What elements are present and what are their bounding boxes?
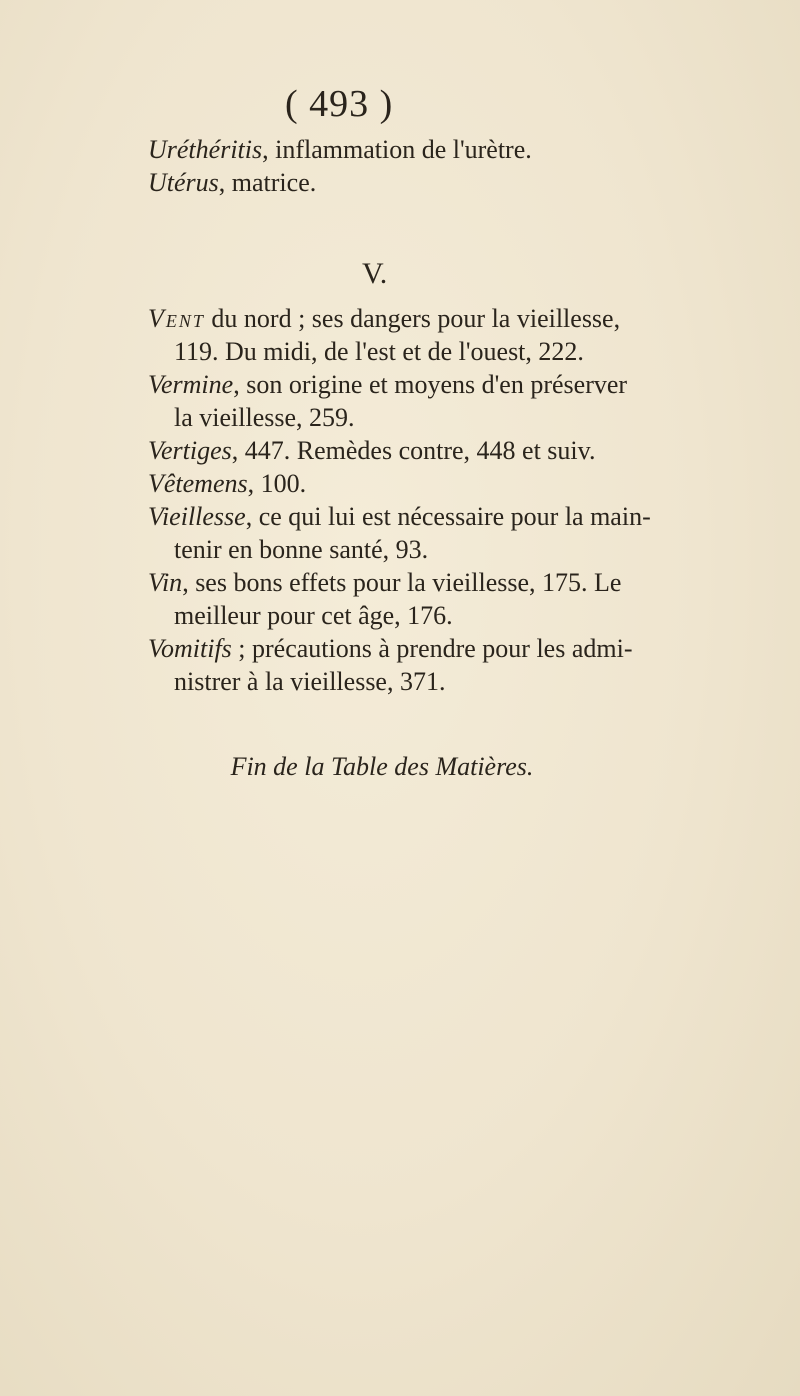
entry-text: , ce qui lui est nécessaire pour la main- (245, 502, 651, 531)
index-entry (148, 167, 768, 200)
index-entry (148, 500, 778, 566)
entries-u (148, 134, 768, 199)
entry-text: , inflammation de l'urètre. (262, 135, 532, 164)
closing-line (0, 752, 800, 782)
entry-continuation: 119. Du midi, de l'est et de l'ouest, 222. (174, 337, 584, 366)
index-entry (148, 632, 778, 698)
entry-term: Vêtemens (148, 469, 248, 498)
entry-term: Vertiges (148, 436, 232, 465)
entry-text: , son origine et moyens d'en préserver (233, 370, 628, 399)
entry-continuation: tenir en bonne santé, 93. (174, 535, 429, 564)
index-entry (148, 134, 768, 167)
entry-text: ; précautions à prendre pour les admi- (231, 634, 633, 663)
page-number: ( 493 ) (285, 83, 394, 125)
entry-term: Vent (148, 304, 205, 333)
entry-continuation: meilleur pour cet âge, 176. (174, 601, 453, 630)
entry-text: , matrice. (218, 167, 317, 197)
entry-text: , ses bons effets pour la vieillesse, 175. Le (182, 568, 622, 597)
entry-continuation: la vieillesse, 259. (174, 403, 355, 432)
entry-term: Vin (148, 568, 183, 597)
section-heading: V. (362, 257, 388, 290)
entry-text: du nord ; ses dangers pour la vieillesse, (204, 304, 621, 333)
index-entry (148, 302, 778, 368)
index-entry (148, 434, 778, 467)
entry-term: Uréthéritis (148, 135, 263, 164)
entry-term: Vieillesse (148, 502, 246, 531)
index-entry (148, 566, 778, 632)
entry-text: , 100. (247, 469, 307, 498)
index-entry (148, 368, 778, 434)
entry-term: Utérus (148, 167, 219, 197)
entry-term: Vomitifs (148, 634, 232, 663)
entry-text: , 447. Remèdes contre, 448 et suiv. (231, 436, 596, 465)
entry-term: Vermine (148, 370, 234, 399)
entries-v (148, 302, 778, 698)
entry-continuation: nistrer à la vieillesse, 371. (174, 667, 446, 696)
closing-text: Fin de la Table des Matières. (230, 752, 534, 781)
index-entry (148, 467, 778, 500)
